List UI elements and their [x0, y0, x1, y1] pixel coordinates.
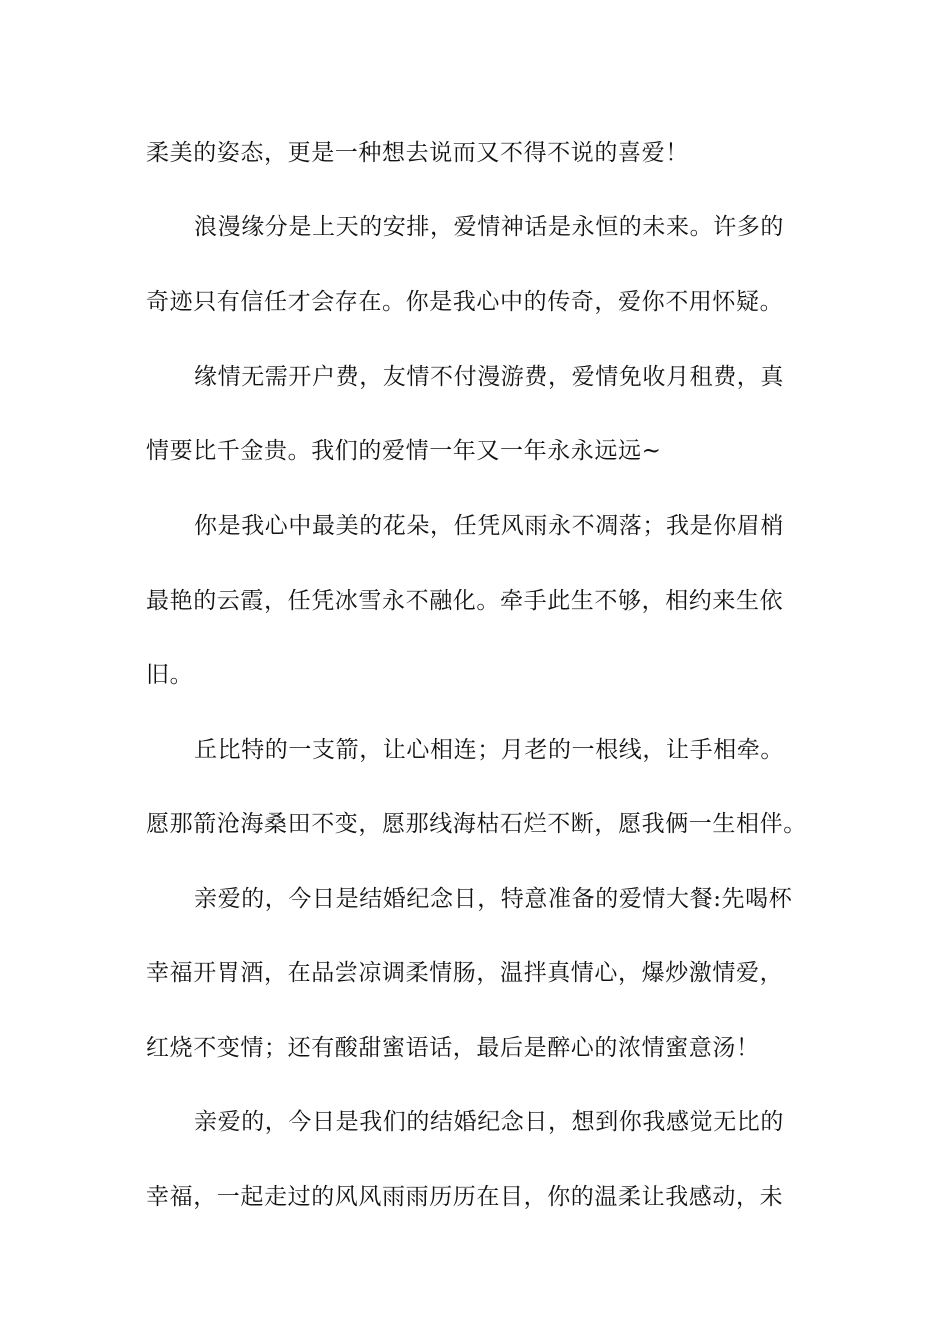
- text-line: 幸福，一起走过的风风雨雨历历在目，你的温柔让我感动，未: [146, 1184, 784, 1210]
- paragraph-first-line: 你是我心中最美的花朵，任凭风雨永不凋落；我是你眉梢: [194, 513, 784, 539]
- text-line: 柔美的姿态，更是一种想去说而又不得不说的喜爱！: [146, 140, 689, 166]
- paragraph-first-line: 丘比特的一支箭，让心相连；月老的一根线，让手相牵。: [194, 737, 784, 763]
- text-line: 奇迹只有信任才会存在。你是我心中的传奇，爱你不用怀疑。: [146, 289, 784, 315]
- text-line: 红烧不变情；还有酸甜蜜语话，最后是醉心的浓情蜜意汤！: [146, 1035, 760, 1061]
- paragraph-first-line: 亲爱的，今日是我们的结婚纪念日，想到你我感觉无比的: [194, 1109, 784, 1135]
- text-line: 愿那箭沧海桑田不变，愿那线海枯石烂不断，愿我俩一生相伴。: [146, 811, 807, 837]
- text-line: 幸福开胃酒，在品尝凉调柔情肠，温拌真情心，爆炒激情爱，: [146, 960, 784, 986]
- paragraph-first-line: 亲爱的，今日是结婚纪念日，特意准备的爱情大餐:先喝杯: [194, 886, 793, 912]
- paragraph-first-line: 浪漫缘分是上天的安排，爱情神话是永恒的未来。许多的: [194, 214, 784, 240]
- text-line: 最艳的云霞，任凭冰雪永不融化。牵手此生不够，相约来生依: [146, 588, 784, 614]
- text-line: 旧。: [146, 662, 194, 688]
- text-line: 情要比千金贵。我们的爱情一年又一年永永远远~: [146, 438, 662, 464]
- paragraph-first-line: 缘情无需开户费，友情不付漫游费，爱情免收月租费，真: [194, 364, 784, 390]
